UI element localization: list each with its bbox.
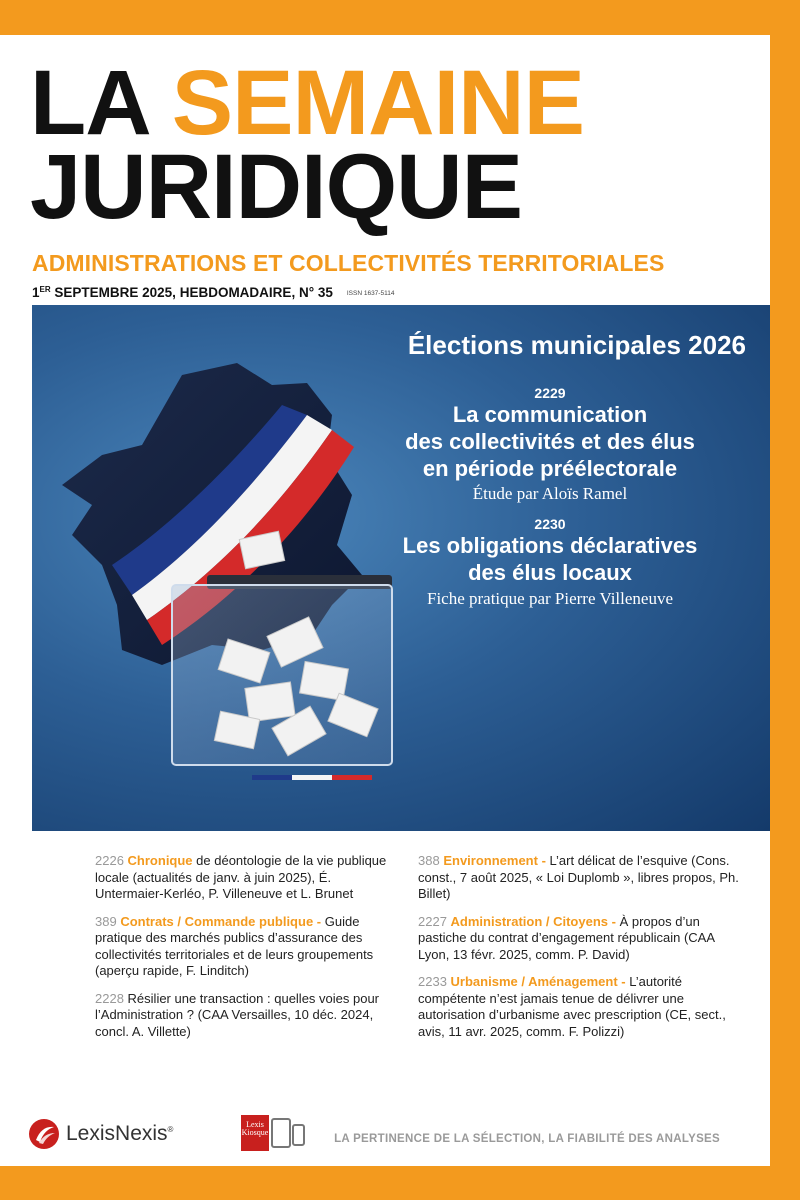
publisher-mark: ® [167, 1125, 174, 1134]
article-1-line-2: des collectivités et des élus [405, 429, 695, 454]
toc-text: Guide pratique des marchés publics d’assurance des collectivités territoriales et de leurs groupements (aperçu rapide, F. Linditch) [95, 913, 374, 978]
contents-left-column [95, 853, 395, 1051]
article-1-byline: Étude par Aloïs Ramel [472, 484, 628, 503]
kiosque-label [241, 1115, 269, 1151]
toc-category: Contrats / Commande publique [120, 913, 314, 929]
article-1-line-1: La communication [452, 402, 648, 427]
toc-separator: - [537, 853, 550, 868]
kiosque-label-bottom: Kiosque [241, 1128, 269, 1137]
article-1-number: 2229 [534, 385, 566, 401]
lexisnexis-emblem-icon [28, 1118, 60, 1150]
article-2-byline: Fiche pratique par Pierre Villeneuve [426, 589, 674, 608]
article-2-line-1: Les obligations déclaratives [402, 533, 698, 558]
toc-category: Urbanisme / Aménagement [450, 974, 618, 989]
toc-category: Chronique [127, 853, 193, 868]
toc-item[interactable] [95, 991, 395, 1041]
toc-category: Administration / Citoyens [450, 913, 609, 929]
toc-number: 2226 [95, 853, 124, 868]
toc-number: 2228 [95, 990, 124, 1006]
issue-day: 1 [32, 285, 40, 300]
toc-number: 389 [95, 913, 117, 929]
toc-category: Environnement [443, 853, 538, 868]
toc-item[interactable] [418, 914, 748, 964]
kiosque-label-top: Lexis [246, 1120, 264, 1129]
toc-separator: - [617, 974, 630, 989]
article-2-line-2: des élus locaux [468, 560, 632, 585]
masthead-la: LA [30, 52, 148, 154]
cover-illustration [32, 305, 770, 831]
toc-text: de déontologie de la vie publique locale (actualités de janv. à juin 2025), É. Untermaier-Kerléo, P. Villeneuve et L. Brunet [95, 853, 387, 901]
article-2-number: 2230 [534, 516, 566, 532]
contents-right-column [418, 853, 748, 1051]
footer-tagline: LA PERTINENCE DE LA SÉLECTION, LA FIABILITÉ DES ANALYSES [334, 1133, 720, 1145]
devices-icon [270, 1115, 308, 1153]
toc-text: L’autorité compétente n’est jamais tenue de délivrer une autorisation d’urbanisme avec prescription (CE, sect., avis, 11 avr. 2025, comm. F. Polizzi) [418, 974, 726, 1039]
base-band-red [332, 775, 372, 780]
article-1-line-3: en période préélectorale [422, 456, 678, 481]
issn: ISSN 1637-5114 [346, 290, 395, 297]
toc-item[interactable] [418, 974, 748, 1040]
publisher-name [66, 1122, 173, 1146]
lexis-kiosque-badge[interactable] [240, 1115, 308, 1153]
toc-text: Résilier une transaction : quelles voies pour l’Administration ? (CAA Versailles, 10 déc. 2024, concl. A. Villette) [95, 990, 380, 1039]
toc-item[interactable] [95, 853, 395, 903]
toc-number: 2227 [418, 913, 447, 929]
publisher-logo [28, 1118, 173, 1150]
toc-item[interactable] [95, 914, 395, 980]
journal-subtitle: ADMINISTRATIONS ET COLLECTIVITÉS TERRITORIALES [32, 250, 665, 276]
issue-day-sup: ER [39, 285, 51, 294]
toc-number: 2233 [418, 974, 447, 989]
toc-separator: - [608, 913, 620, 929]
masthead-juridique: JURIDIQUE [30, 136, 522, 238]
toc-text: L’art délicat de l’esquive (Cons. const., 7 août 2025, « Loi Duplomb », libres propos, Ph. Billet) [418, 853, 739, 901]
toc-item[interactable] [418, 853, 748, 903]
issue-line [32, 285, 394, 300]
base-band-blue [252, 775, 292, 780]
masthead-semaine: SEMAINE [171, 52, 584, 154]
toc-text: À propos d’un pastiche du contrat d’engagement républicain (CAA Lyon, 13 févr. 2025, comm. P. David) [418, 913, 715, 962]
hero-title: Élections municipales 2026 [407, 330, 746, 360]
cover-page [0, 35, 770, 1166]
toc-number: 388 [418, 853, 440, 868]
issue-rest: SEPTEMBRE 2025, HEBDOMADAIRE, N° 35 [50, 285, 333, 300]
toc-separator: - [313, 913, 325, 929]
publisher-name-text: LexisNexis [66, 1122, 168, 1145]
base-band-white [292, 775, 332, 780]
